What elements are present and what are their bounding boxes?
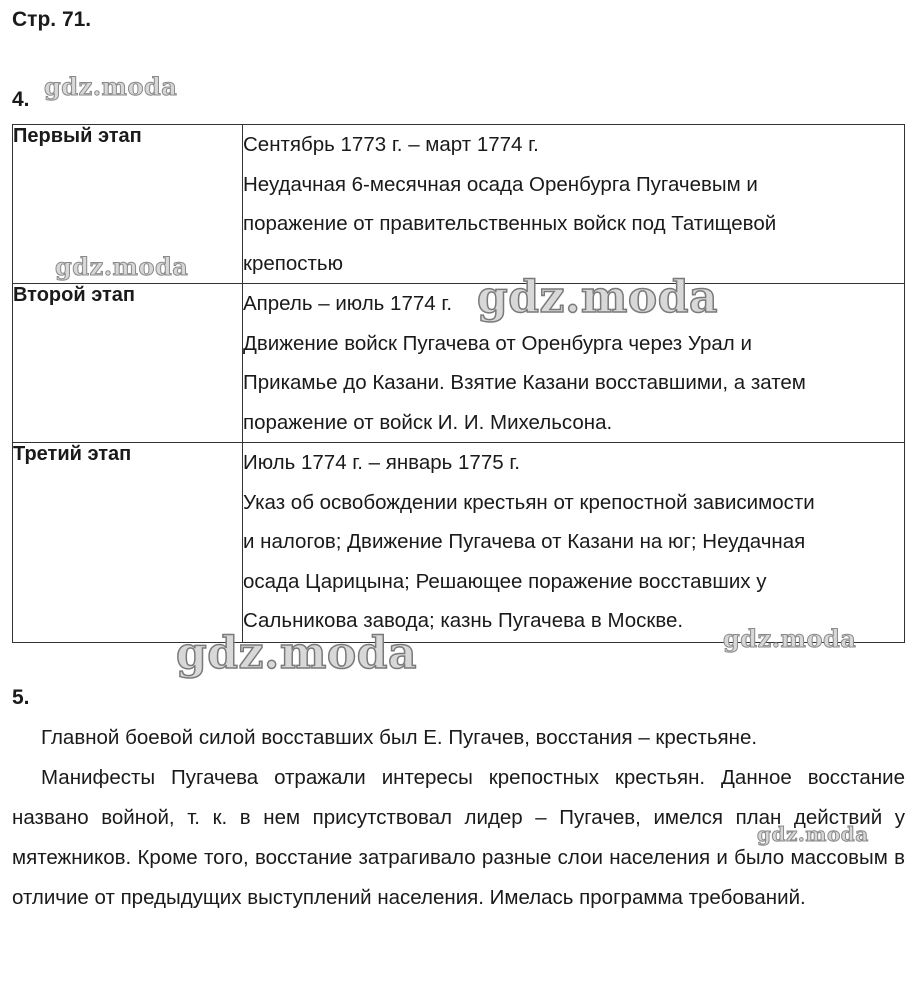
stage-line: осада Царицына; Решающее поражение восставших у (243, 569, 767, 593)
table-row (13, 284, 905, 443)
watermark: gdz.moda (757, 822, 869, 846)
watermark: gdz.moda (44, 72, 178, 101)
stage-line: Неудачная 6-месячная осада Оренбурга Пугачевым и (243, 172, 758, 196)
stage-name: Первый этап (13, 125, 243, 284)
task-4-number: 4. (12, 88, 30, 111)
stage-name: Третий этап (13, 443, 243, 643)
stage-name: Второй этап (13, 284, 243, 443)
stage-line: крепостью (243, 251, 343, 275)
stage-description (243, 443, 905, 643)
watermark: gdz.moda (55, 252, 189, 281)
stage-line: Сентябрь 1773 г. – март 1774 г. (243, 133, 539, 156)
task-5-number: 5. (12, 686, 30, 709)
stage-line: Сальникова завода; казнь Пугачева в Москве. (243, 609, 684, 632)
watermark: gdz.moda (723, 624, 857, 653)
answer-paragraph: Манифесты Пугачева отражали интересы крепостных крестьян. Данное восстание названо войной, т. к. в нем присутствовал лидер – Пугачев, имелся план действий у мятежников. Кроме того, восстание затрагивало разные слои населения и было массовым в отличие от предыдущих выступлений населения. Имелась программа требований. (12, 766, 905, 909)
watermark: gdz.moda (477, 272, 719, 323)
stage-description (243, 284, 905, 443)
stage-line: поражение от войск И. И. Михельсона. (243, 410, 613, 434)
stage-line: Июль 1774 г. – январь 1775 г. (243, 451, 520, 474)
answer-paragraph: Главной боевой силой восставших был Е. Пугачев, восстания – крестьяне. (41, 726, 758, 749)
stage-line: поражение от правительственных войск под Татищевой (243, 212, 777, 235)
stage-description (243, 125, 905, 284)
stage-line: Указ об освобождении крестьян от крепостной зависимости (243, 490, 815, 514)
task-5-answer (12, 718, 905, 918)
stage-line: и налогов; Движение Пугачева от Казани на юг; Неудачная (243, 530, 806, 553)
table-row (13, 443, 905, 643)
stages-table (12, 124, 905, 643)
stage-line: Апрель – июль 1774 г. (243, 292, 453, 315)
page-header: Стр. 71. (12, 8, 92, 31)
watermark: gdz.moda (176, 628, 418, 679)
table-row (13, 125, 905, 284)
stage-line: Прикамье до Казани. Взятие Казани восставшими, а затем (243, 371, 806, 394)
stage-line: Движение войск Пугачева от Оренбурга через Урал и (243, 331, 752, 355)
